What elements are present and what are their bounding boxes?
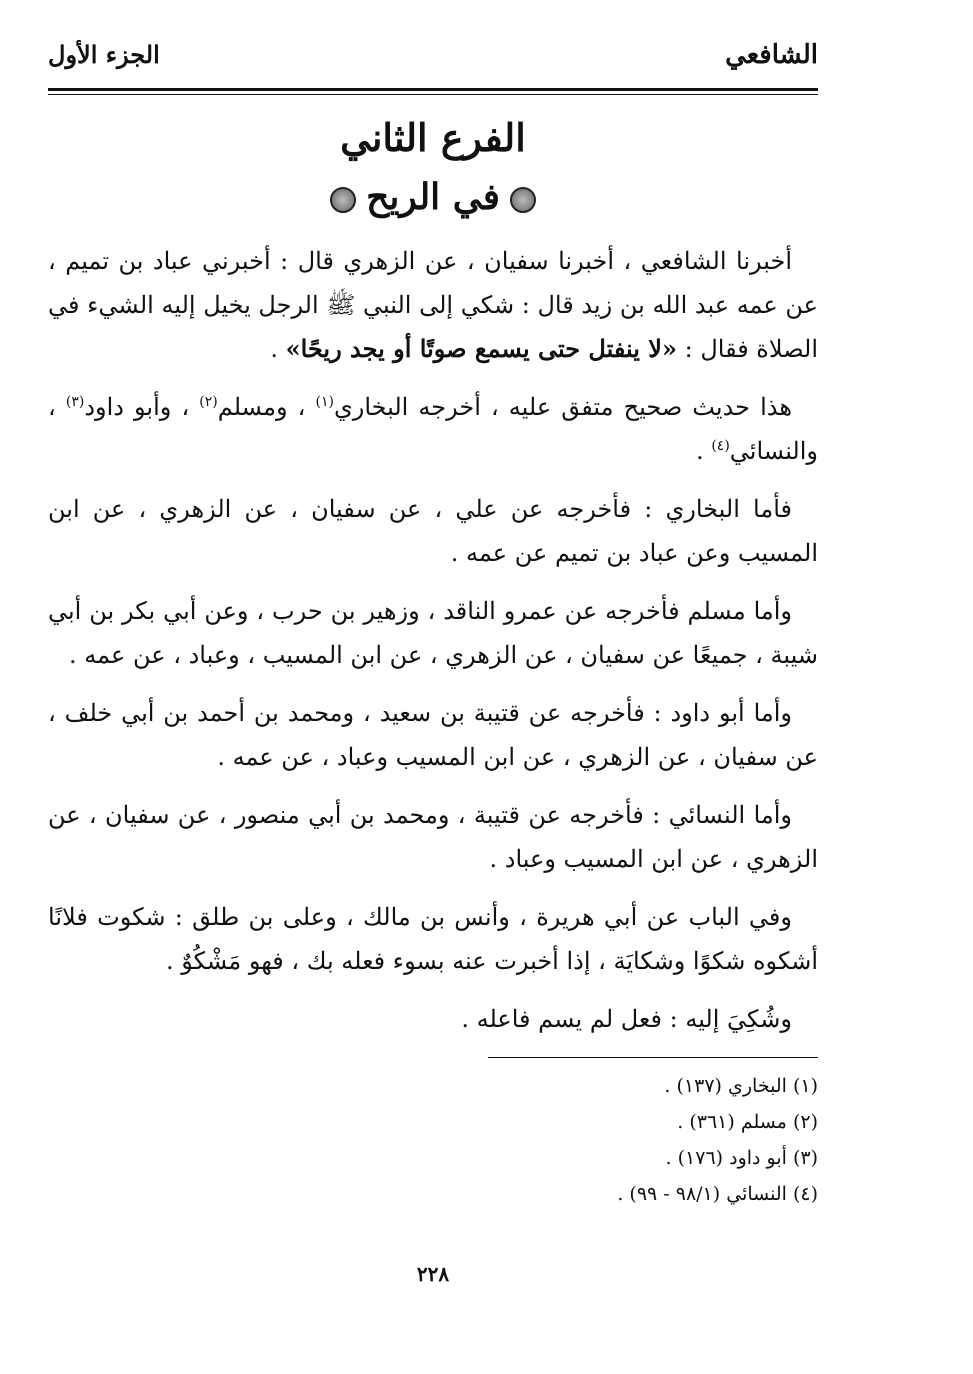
footnote-ref: (٢)	[199, 394, 218, 411]
subheading-text: في الريح	[366, 176, 500, 219]
bukhari-paragraph: فأما البخاري : فأخرجه عن علي ، عن سفيان ، عن الزهري ، عن ابن المسيب وعن عباد بن تميم عن عمه .	[48, 495, 818, 568]
footnote-ref: (٣)	[65, 394, 85, 411]
circle-ornament-icon	[330, 187, 356, 213]
hadith-matn: «لا ينفتل حتى يسمع صوتًا أو يجد ريحًا»	[285, 334, 677, 364]
hadith-paragraph	[48, 239, 818, 371]
volume-label: الجزء الأول	[48, 40, 160, 69]
footnote-separator	[488, 1057, 818, 1058]
grading-text: ، والنسائي	[48, 393, 818, 466]
muslim-paragraph: وأما مسلم فأخرجه عن عمرو الناقد ، وزهير بن حرب ، وعن أبي بكر بن أبي شيبة ، جميعًا عن سفيان ، عن الزهري ، عن ابن المسيب ، وعباد ، عن عمه .	[48, 597, 818, 670]
header-rule-thin	[48, 94, 818, 95]
abu-dawud-paragraph: وأما أبو داود : فأخرجه عن قتيبة بن سعيد ، ومحمد بن أحمد بن أبي خلف ، عن سفيان ، عن الزهري ، عن ابن المسيب وعباد ، عن عمه .	[48, 699, 818, 772]
section-subheading	[48, 174, 818, 221]
running-header	[48, 36, 818, 88]
hadith-end: .	[270, 335, 286, 364]
grammar-note-paragraph: وشُكِيَ إليه : فعل لم يسم فاعله .	[461, 1005, 792, 1034]
footnote-item: (٢) مسلم (٣٦١) .	[677, 1111, 818, 1134]
book-title: الشافعي	[725, 40, 818, 70]
related-narrations-paragraph: وفي الباب عن أبي هريرة ، وأنس بن مالك ، وعلى بن طلق : شكوت فلانًا أشكوه شكوًا وشكايَة ، إذا أخبرت عنه بسوء فعله بك ، فهو مَشْكُوٌ .	[48, 903, 818, 976]
grading-paragraph	[48, 385, 818, 473]
footnote-item: (١) البخاري (١٣٧) .	[664, 1075, 818, 1098]
footnotes	[48, 1068, 818, 1212]
body-text	[48, 239, 818, 1041]
grading-text: هذا حديث صحيح متفق عليه ، أخرجه البخاري	[333, 393, 792, 422]
grading-text: .	[696, 437, 712, 466]
section-heading: الفرع الثاني	[340, 115, 526, 160]
book-page	[48, 36, 818, 1336]
grading-text: ، وأبو داود	[84, 393, 200, 422]
footnote-item: (٣) أبو داود (١٧٦) .	[665, 1147, 818, 1170]
circle-ornament-icon	[510, 187, 536, 213]
grading-text: ، ومسلم	[217, 393, 316, 422]
footnote-item: (٤) النسائي (٩٨/١ - ٩٩) .	[617, 1183, 818, 1206]
page-number: ٢٢٨	[416, 1262, 450, 1286]
footnote-ref: (١)	[315, 394, 334, 411]
hadith-chain: أخبرنا الشافعي ، أخبرنا سفيان ، عن الزهري قال : أخبرني عباد بن تميم ، عن عمه عبد الله بن زيد قال : شكي إلى النبي ﷺ الرجل يخيل إليه الشيء في الصلاة فقال :	[48, 247, 818, 364]
nasai-paragraph: وأما النسائي : فأخرجه عن قتيبة ، ومحمد بن أبي منصور ، عن سفيان ، عن الزهري ، عن ابن المسيب وعباد .	[48, 801, 818, 874]
footnote-ref: (٤)	[711, 438, 730, 455]
header-rule-thick	[48, 88, 818, 91]
